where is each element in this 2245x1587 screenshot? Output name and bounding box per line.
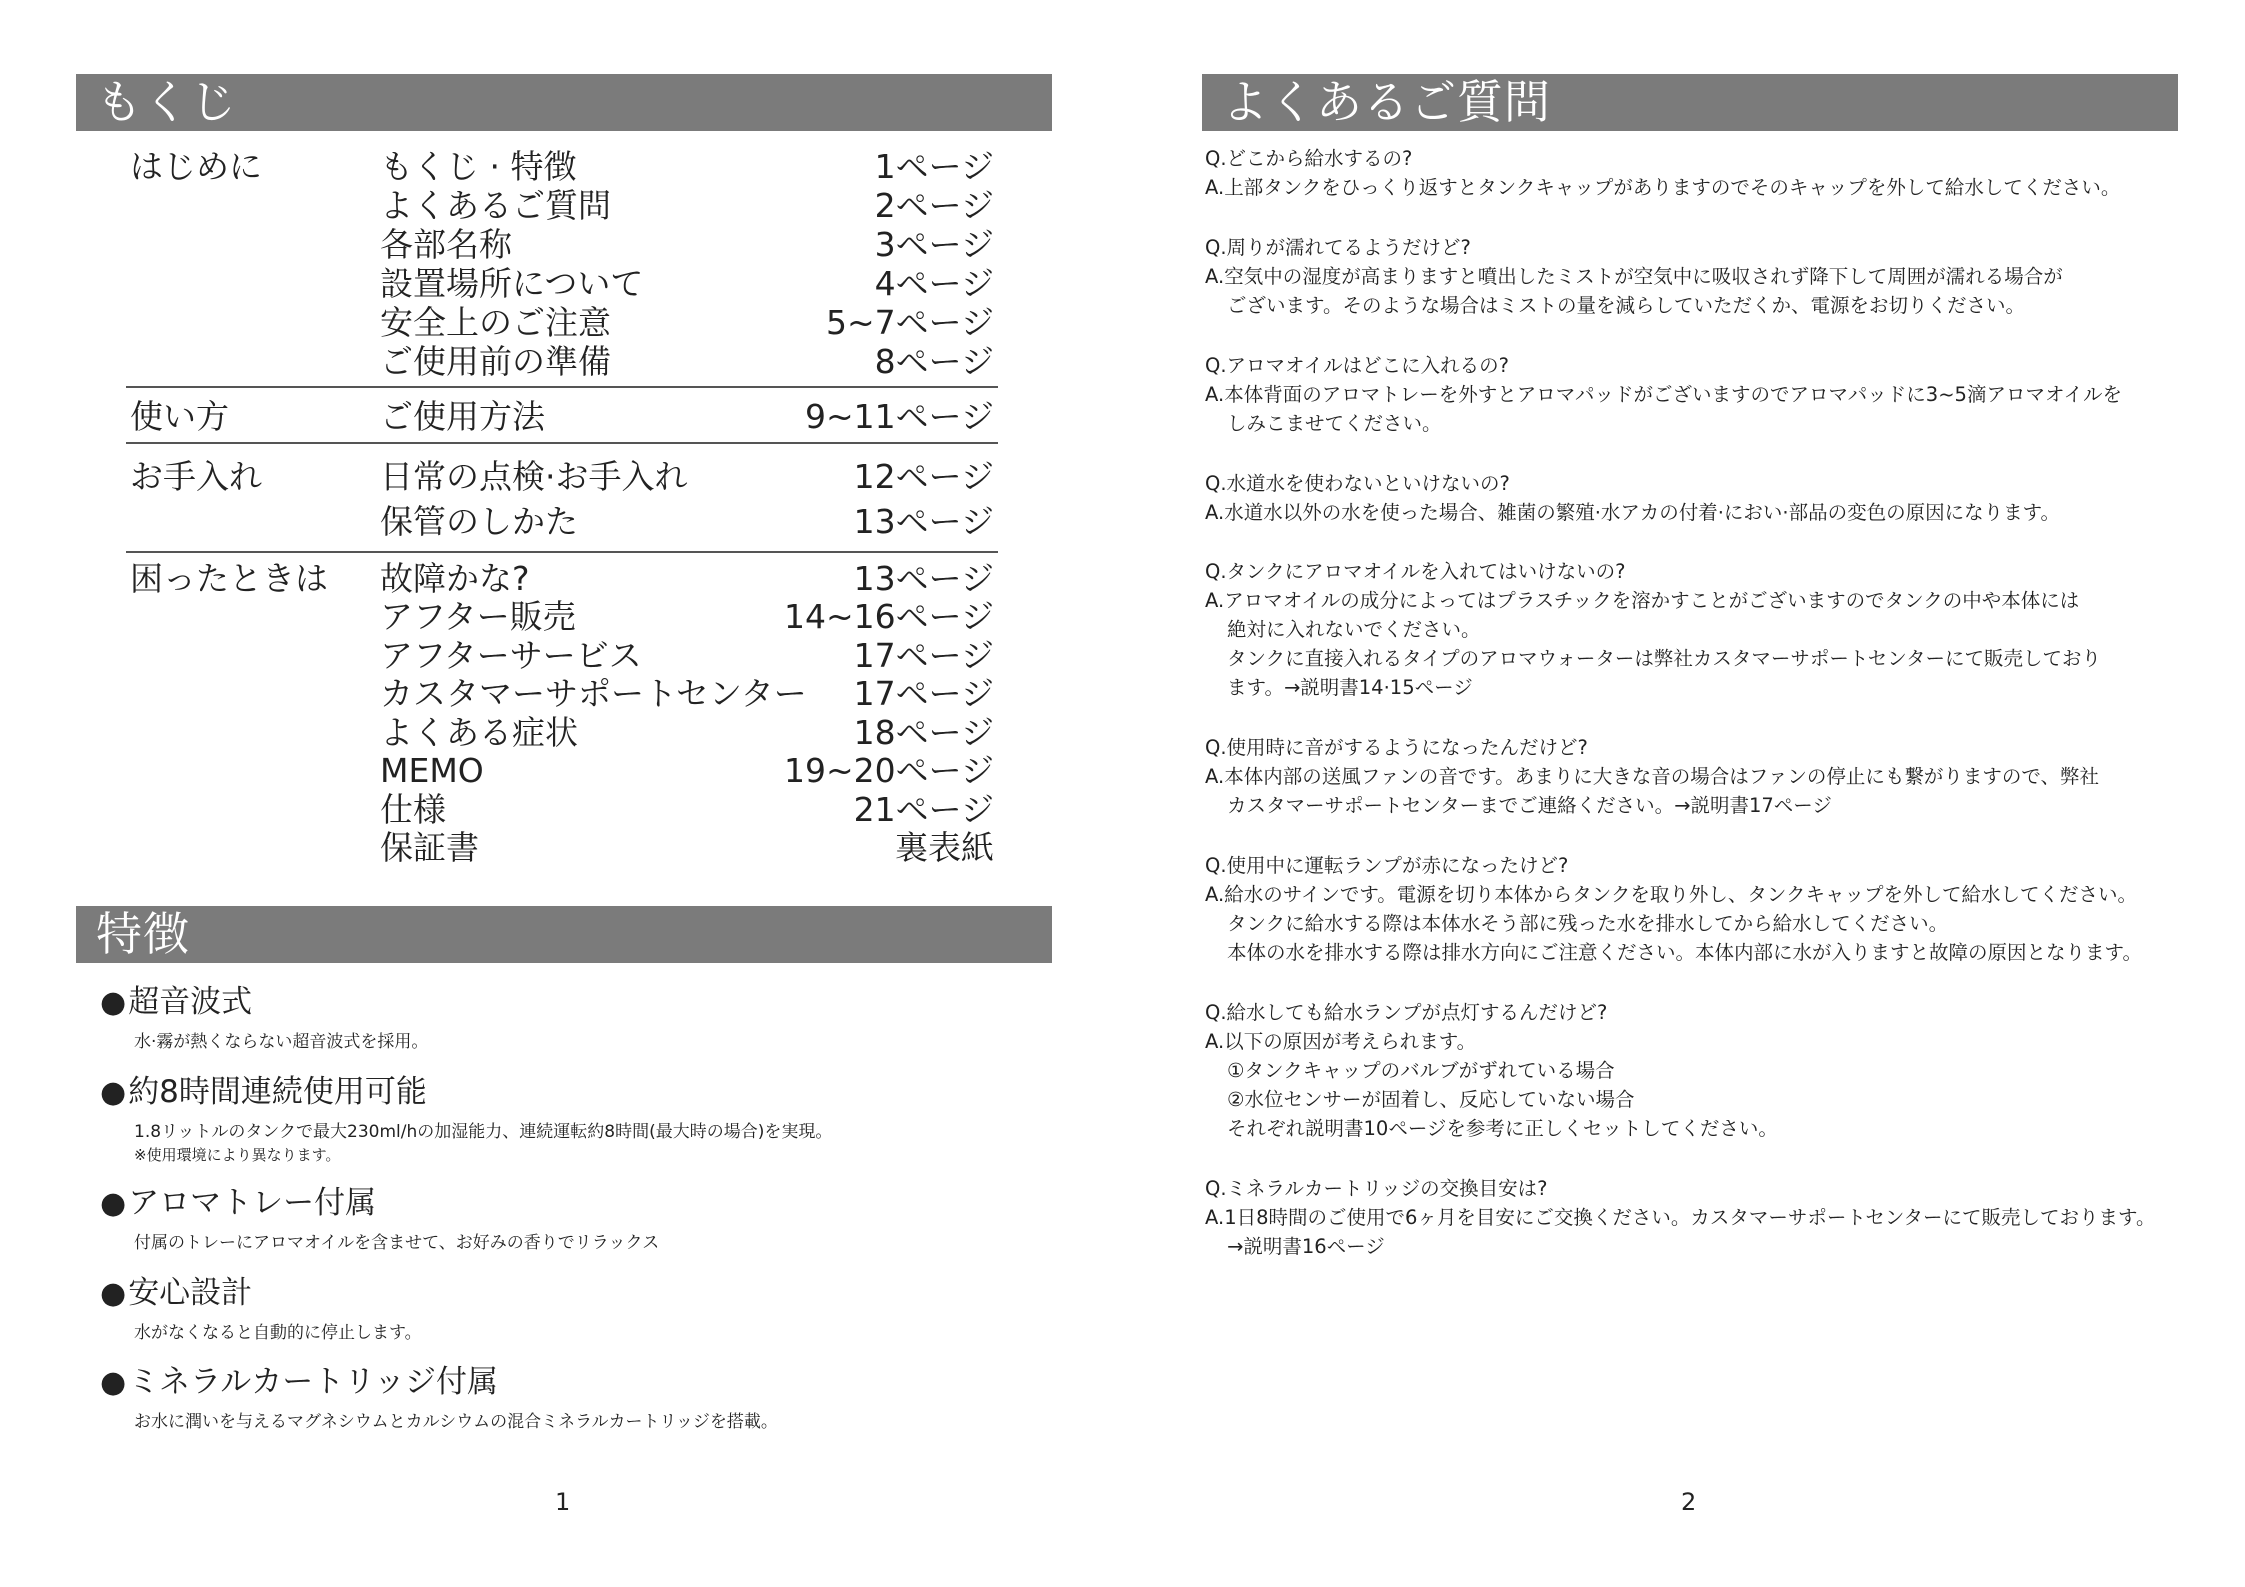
page-number-right: 2	[1681, 1488, 1697, 1516]
toc-item-title: 保管のしかた	[380, 502, 578, 541]
bullet-icon: ●	[100, 1276, 127, 1311]
feature-title: ●約8時間連続使用可能	[100, 1074, 427, 1110]
toc-item-title: カスタマーサポートセンター	[380, 674, 807, 713]
faq-answer-line: それぞれ説明書10ページを参考に正しくセットしてください。	[1227, 1117, 1778, 1140]
feature-desc: 水がなくなると自動的に停止します。	[134, 1323, 422, 1343]
faq-item	[1205, 851, 2195, 967]
toc-group-trouble	[126, 560, 998, 870]
faq-answer-line: タンクに直接入れるタイプのアロマウォーターは弊社カスタマーサポートセンターにて販売しており	[1227, 647, 2101, 670]
faq-question: Q.アロマオイルはどこに入れるの?	[1205, 354, 1509, 377]
toc-item[interactable]	[380, 560, 994, 598]
faq-answer: A.空気中の湿度が高まりますと噴出したミストが空気中に吸収されず降下して周囲が濡れる場合が	[1205, 265, 2063, 288]
toc-category: はじめに	[130, 147, 262, 186]
faq-answer-line: タンクに給水する際は本体水そう部に残った水を排水してから給水してください。	[1227, 912, 1949, 935]
features-heading: 特徴	[76, 906, 1052, 963]
faq-answer-line: ②水位センサーが固着し、反応していない場合	[1227, 1088, 1635, 1111]
toc-item-page: 9~11ページ	[805, 397, 994, 436]
feature-item	[100, 1184, 1020, 1255]
toc-item-title: 各部名称	[380, 225, 512, 264]
toc-item[interactable]	[380, 714, 994, 752]
faq-answer-line: 本体の水を排水する際は排水方向にご注意ください。本体内部に水が入りますと故障の原因となります。	[1227, 941, 2142, 964]
faq-answer: A.本体内部の送風ファンの音です。あまりに大きな音の場合はファンの停止にも繋がりますので、弊社	[1205, 765, 2099, 788]
toc-item[interactable]	[380, 791, 994, 829]
faq-item	[1205, 144, 2195, 202]
faq-answer-line: →説明書16ページ	[1227, 1235, 1385, 1258]
feature-note: ※使用環境により異なります。	[134, 1146, 341, 1164]
toc-item[interactable]	[380, 752, 994, 790]
faq-item	[1205, 469, 2195, 527]
toc-item[interactable]	[380, 598, 994, 636]
faq-question: Q.使用中に運転ランプが赤になったけど?	[1205, 854, 1569, 877]
toc-item-title: 安全上のご注意	[380, 303, 611, 342]
toc-item[interactable]	[380, 675, 994, 713]
toc-item-page: 17ページ	[853, 636, 994, 675]
toc-item-page: 19~20ページ	[784, 751, 994, 790]
feature-desc: お水に潤いを与えるマグネシウムとカルシウムの混合ミネラルカートリッジを搭載。	[134, 1412, 778, 1432]
faq-answer-line: カスタマーサポートセンターまでご連絡ください。→説明書17ページ	[1227, 794, 1832, 817]
faq-answer-line: しみこませてください。	[1227, 412, 1442, 435]
toc-item-title: アフターサービス	[380, 636, 642, 675]
bullet-icon: ●	[100, 1186, 127, 1221]
toc-item-title: よくある症状	[380, 713, 578, 752]
toc-category: 困ったときは	[130, 559, 328, 598]
toc-item-page: 17ページ	[853, 674, 994, 713]
toc-item[interactable]	[380, 343, 994, 381]
toc-item-title: 設置場所について	[380, 264, 644, 303]
faq-question: Q.使用時に音がするようになったんだけど?	[1205, 736, 1588, 759]
toc-heading: もくじ	[76, 74, 1052, 131]
faq-question: Q.周りが濡れてるようだけど?	[1205, 236, 1471, 259]
feature-item	[100, 1073, 1020, 1166]
toc-item-title: ご使用方法	[380, 397, 545, 436]
toc-item-title: 仕様	[380, 790, 446, 829]
toc-item[interactable]	[380, 148, 994, 186]
toc-item-page: 3ページ	[874, 225, 994, 264]
page-number-left: 1	[555, 1488, 571, 1516]
faq-answer: A.1日8時間のご使用で6ヶ月を目安にご交換ください。カスタマーサポートセンターにて販売しております。	[1205, 1206, 2156, 1229]
toc-group-usage	[126, 398, 998, 444]
toc-item-page: 5~7ページ	[826, 303, 994, 342]
toc-item-title: ご使用前の準備	[380, 342, 611, 381]
toc-item-page: 2ページ	[874, 186, 994, 225]
faq-question: Q.水道水を使わないといけないの?	[1205, 472, 1510, 495]
faq-question: Q.どこから給水するの?	[1205, 147, 1413, 170]
faq-item	[1205, 557, 2195, 702]
toc-group-care	[126, 458, 998, 553]
toc-item-page: 裏表紙	[895, 828, 994, 867]
toc-item[interactable]	[380, 226, 994, 264]
faq-item	[1205, 351, 2195, 438]
toc-item[interactable]	[380, 637, 994, 675]
toc-group-intro	[126, 148, 998, 388]
toc-item-title: 日常の点検·お手入れ	[380, 457, 688, 496]
faq-answer-line: ①タンクキャップのバルブがずれている場合	[1227, 1059, 1615, 1082]
faq-answer: A.上部タンクをひっくり返すとタンクキャップがありますのでそのキャップを外して給水してください。	[1205, 176, 2121, 199]
toc-item-title: アフター販売	[380, 597, 576, 636]
toc-item-page: 14~16ページ	[784, 597, 994, 636]
faq-answer: A.アロマオイルの成分によってはプラスチックを溶かすことがございますのでタンクの中や本体には	[1205, 589, 2080, 612]
faq-answer: A.以下の原因が考えられます。	[1205, 1030, 1477, 1053]
bullet-icon: ●	[100, 1365, 127, 1400]
faq-answer: A.本体背面のアロマトレーを外すとアロマパッドがございますのでアロマパッドに3~5滴アロマオイルを	[1205, 383, 2122, 406]
faq-question: Q.給水しても給水ランプが点灯するんだけど?	[1205, 1001, 1608, 1024]
toc-item-page: 4ページ	[874, 264, 994, 303]
faq-item	[1205, 233, 2195, 320]
bullet-icon: ●	[100, 985, 127, 1020]
toc-item[interactable]	[380, 187, 994, 225]
toc-item-page: 21ページ	[853, 790, 994, 829]
feature-title: ●超音波式	[100, 984, 253, 1020]
faq-item	[1205, 733, 2195, 820]
faq-question: Q.ミネラルカートリッジの交換目安は?	[1205, 1177, 1548, 1200]
toc-item[interactable]	[380, 503, 994, 541]
toc-item[interactable]	[380, 304, 994, 342]
toc-item-title: 故障かな?	[380, 559, 530, 598]
feature-title: ●ミネラルカートリッジ付属	[100, 1364, 499, 1400]
feature-desc: 付属のトレーにアロマオイルを含ませて、お好みの香りでリラックス	[134, 1233, 660, 1253]
feature-item	[100, 1274, 1020, 1345]
toc-item-title: 保証書	[380, 828, 479, 867]
faq-question: Q.タンクにアロマオイルを入れてはいけないの?	[1205, 560, 1626, 583]
toc-item[interactable]	[380, 398, 994, 436]
faq-answer-line: ございます。そのような場合はミストの量を減らしていただくか、電源をお切りください。	[1227, 294, 2025, 317]
toc-item-title: もくじ · 特徴	[380, 147, 577, 186]
toc-item-page: 13ページ	[853, 502, 994, 541]
toc-item-page: 1ページ	[874, 147, 994, 186]
feature-desc: 1.8リットルのタンクで最大230ml/hの加湿能力、連続運転約8時間(最大時の場合)を実現。	[134, 1122, 833, 1142]
toc-item[interactable]	[380, 829, 994, 867]
feature-item	[100, 983, 1020, 1054]
toc-item-page: 8ページ	[874, 342, 994, 381]
bullet-icon: ●	[100, 1075, 127, 1110]
toc-item[interactable]	[380, 458, 994, 496]
toc-category: お手入れ	[130, 457, 262, 496]
feature-title: ●安心設計	[100, 1275, 253, 1311]
faq-answer-line: ます。→説明書14·15ページ	[1227, 676, 1473, 699]
feature-title: ●アロマトレー付属	[100, 1185, 377, 1221]
feature-item	[100, 1363, 1020, 1434]
toc-item-title: MEMO	[380, 751, 484, 790]
faq-item	[1205, 998, 2195, 1143]
toc-item-title: よくあるご質問	[380, 186, 611, 225]
faq-heading: よくあるご質問	[1202, 74, 2178, 131]
toc-item-page: 13ページ	[853, 559, 994, 598]
toc-category: 使い方	[130, 397, 229, 436]
faq-answer: A.給水のサインです。電源を切り本体からタンクを取り外し、タンクキャップを外して給水してください。	[1205, 883, 2137, 906]
faq-answer: A.水道水以外の水を使った場合、雑菌の繁殖·水アカの付着·におい·部品の変色の原因になります。	[1205, 501, 2061, 524]
toc-item[interactable]	[380, 265, 994, 303]
toc-item-page: 18ページ	[853, 713, 994, 752]
faq-answer-line: 絶対に入れないでください。	[1227, 618, 1481, 641]
faq-item	[1205, 1174, 2195, 1261]
feature-desc: 水·霧が熱くならない超音波式を採用。	[134, 1032, 429, 1052]
toc-item-page: 12ページ	[853, 457, 994, 496]
